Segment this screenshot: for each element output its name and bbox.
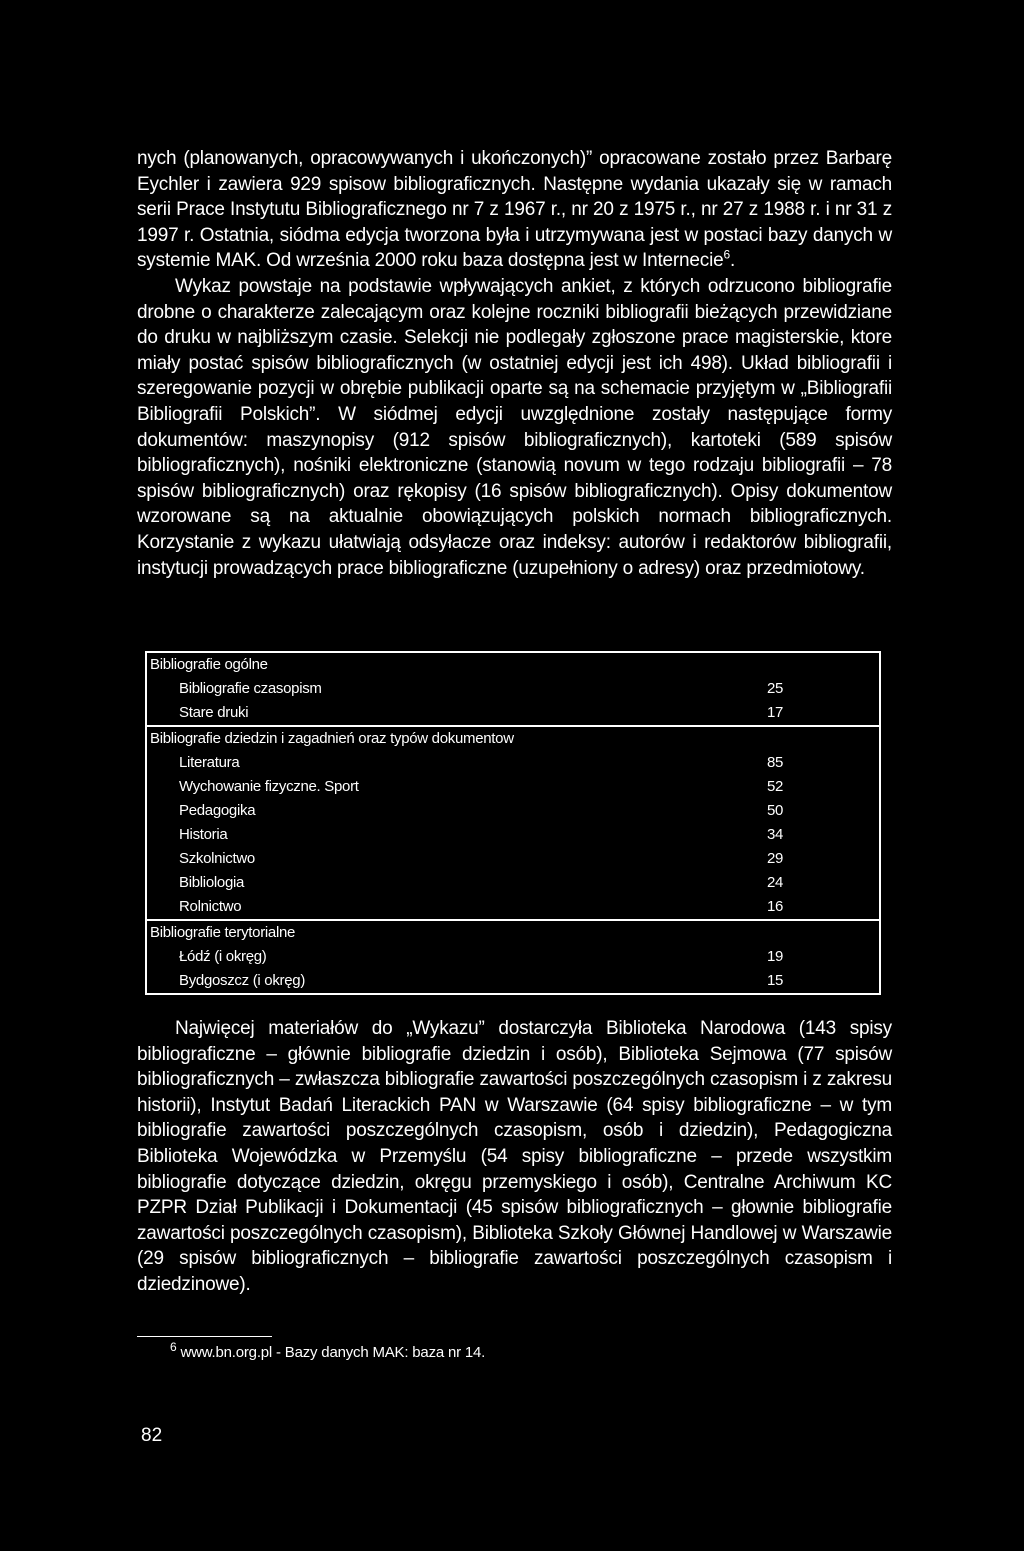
table-row: [147, 799, 879, 823]
footnote-divider: [137, 1336, 272, 1337]
table-section-heading: Bibliografie terytorialne: [150, 924, 296, 941]
paragraph-contributors: Najwięcej materiałów do „Wykazu” dostarczyła Biblioteka Narodowa (143 spisy bibliograficzne – głównie bibliografie dziedzin i osób), Biblioteka Sejmowa (77 spisów bibliograficznych – zwłaszcza bibliografie zawartości poszczególnych czasopism i z zakresu historii), Instytut Badań Literackich PAN w Warszawie (64 spisy bibliograficzne – w tym bibliografie zawartości poszczególnych czasopism, osób i dziedzin), Pedagogiczna Biblioteka Wojewódzka w Przemyślu (54 spisy bibliograficzne – przede wszystkim bibliografie dotyczące dziedzin, okręgu przemyskiego i osób), Centralne Archiwum KC PZPR Dział Publikacji i Dokumentacji (45 spisów bibliograficznych – głownie bibliografie zawartości poszczególnych czasopism), Biblioteka Szkoły Głównej Handlowej w Warszawie (29 spisów bibliograficznych – bibliografie zawartości poszczególnych czasopism i dziedzinowe).: [137, 1018, 892, 1295]
bibliography-table: [145, 651, 881, 995]
table-row-value: 17: [767, 704, 784, 721]
table-row-label: Bydgoszcz (i okręg): [179, 972, 306, 989]
table-section-territorial: [147, 919, 879, 993]
footnote-text: www.bn.org.pl - Bazy danych MAK: baza nr 14.: [180, 1344, 486, 1361]
footnote-marker: 6: [170, 1340, 177, 1354]
table-row-label: Rolnictwo: [179, 898, 242, 915]
table-row-label: Bibliografie czasopism: [179, 680, 322, 697]
table-row-value: 25: [767, 680, 784, 697]
table-row-value: 52: [767, 778, 784, 795]
table-row-label: Łódź (i okręg): [179, 948, 267, 965]
table-row-label: Literatura: [179, 754, 240, 771]
table-section-heading: Bibliografie ogólne: [150, 656, 268, 673]
footnote-reference: 6: [723, 248, 730, 263]
table-section-domains: [147, 725, 879, 919]
table-row-label: Stare druki: [179, 704, 249, 721]
table-row-label: Pedagogika: [179, 802, 256, 819]
table-row-value: 85: [767, 754, 784, 771]
table-row-value: 34: [767, 826, 784, 843]
table-row-label: Historia: [179, 826, 228, 843]
table-row-value: 24: [767, 874, 784, 891]
table-row-label: Wychowanie fizyczne. Sport: [179, 778, 359, 795]
table-row: [147, 751, 879, 775]
table-row: [147, 823, 879, 847]
footnote: [170, 1340, 486, 1361]
table-section-general: [147, 653, 879, 725]
table-row-label: Szkolnictwo: [179, 850, 255, 867]
paragraph-wykaz: Wykaz powstaje na podstawie wpływających ankiet, z których odrzucono bibliografie drobne o charakterze zalecającym oraz kolejne roczniki bibliografii bieżących przewidziane do druku w najbliższym czasie. Selekcji nie podlegały zgłoszone prace magisterskie, ktore miały postać spisów bibliograficznych (w ostatniej edycji jest ich 498). Układ bibliografii i szeregowanie pozycji w obrębie publikacji oparte są na schemacie przyjętym w „Bibliografii Bibliografii Polskich”. W siódmej edycji uwzględnione zostały następujące formy dokumentów: maszynopisy (912 spisów bibliograficznych), kartoteki (589 spisów bibliograficznych), nośniki elektroniczne (stanowią novum w tego rodzaju bibliografii – 78 spisów bibliograficznych) oraz rękopisy (16 spisów bibliograficznych). Opisy dokumentow wzorowane są na aktualnie obowiązujących polskich normach bibliograficznych. Korzystanie z wykazu ułatwiają odsyłacze oraz indeksy: autorów i redaktorów bibliografii, instytucji prowadzących prace bibliograficzne (uzupełniony o adresy) oraz przedmiotowy.: [137, 275, 892, 579]
table-row: [147, 945, 879, 969]
table-section-heading: Bibliografie dziedzin i zagadnień oraz typów dokumentow: [150, 730, 514, 747]
table-row-value: 50: [767, 802, 784, 819]
table-row-label: Bibliologia: [179, 874, 245, 891]
page-number: 82: [141, 1425, 163, 1446]
paragraph-intro-end: .: [729, 250, 736, 272]
table-row-value: 29: [767, 850, 784, 867]
table-row: [147, 847, 879, 871]
table-row: [147, 895, 879, 919]
main-text-upper: [137, 146, 892, 581]
table-row: [147, 677, 879, 701]
table-row: [147, 775, 879, 799]
table-row-value: 15: [767, 972, 784, 989]
paragraph-intro: [137, 146, 892, 274]
paragraph-intro-text: nych (planowanych, opracowywanych i ukończonych)” opracowane zostało przez Barbarę Eychler i zawiera 929 spisow bibliograficznych. Następne wydania ukazały się w ramach serii Prace Instytutu Bibliograficznego nr 7 z 1967 r., nr 20 z 1975 r., nr 27 z 1988 r. i nr 31 z 1997 r. Ostatnia, siódma edycja tworzona była i utrzymywana jest w postaci bazy danych w systemie MAK. Od września 2000 roku baza dostępna jest w Internecie: [137, 148, 892, 272]
table-row: [147, 871, 879, 895]
main-text-lower: [137, 1016, 892, 1298]
table-row: [147, 701, 879, 725]
table-row-value: 16: [767, 898, 784, 915]
table-row-value: 19: [767, 948, 784, 965]
table-row: [147, 969, 879, 993]
